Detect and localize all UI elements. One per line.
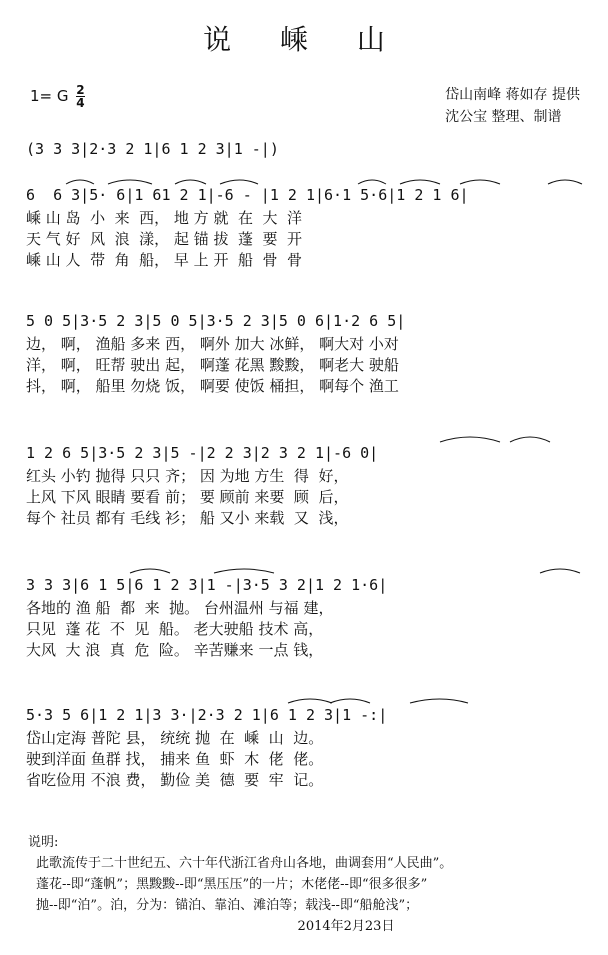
- lyric-verse-1: 边， 啊， 渔船 多来 西， 啊外 加大 冰鲜， 啊大对 小对: [26, 335, 399, 353]
- slur-mark: [220, 180, 258, 184]
- slur-mark: [548, 180, 582, 184]
- score-system-5: [26, 706, 586, 791]
- notes-line: 3 3 3|6 1 5|6 1 2 3|1 -|3·5 3 2|1 2 1·6|: [26, 576, 388, 594]
- score-system-2: [26, 312, 586, 397]
- slur-mark: [400, 180, 440, 184]
- song-title: 说 嵊 山: [203, 23, 405, 56]
- slur-mark: [66, 180, 94, 184]
- slur-mark: [175, 180, 206, 184]
- explanation-line: 抛--即“泊”。泊，分为：锚泊、靠泊、滩泊等；载浅--即“船舱浅”；: [36, 898, 419, 913]
- lyric-verse-1: 红头 小钓 抛得 只只 齐； 因 为地 方生 得 好，: [26, 467, 349, 485]
- notes-line: 5 0 5|3·5 2 3|5 0 5|3·5 2 3|5 0 6|1·2 6 5|: [26, 312, 406, 330]
- lyric-verse-2: 只见 蓬 花 不 见 船。 老大驶船 技术 高，: [26, 620, 324, 638]
- slur-mark: [410, 699, 468, 703]
- slur-mark: [460, 180, 500, 184]
- notes-line: 1 2 6 5|3·5 2 3|5 -|2 2 3|2 3 2 1|-6 0|: [26, 444, 379, 462]
- key-label: 1= G: [30, 87, 69, 105]
- intro-notes: (3 3 3|2·3 2 1|6 1 2 3|1 -|): [26, 140, 279, 158]
- lyric-verse-2: 驶到洋面 鱼群 找， 捕来 鱼 虾 木 佬 佬。: [26, 750, 324, 768]
- notes-line: 6 6 3|5· 6|1 61 2 1|-6 - |1 2 1|6·1 5·6|1 2 1 6|: [26, 186, 469, 204]
- slur-mark: [540, 569, 580, 573]
- score-system-4: [26, 576, 586, 661]
- slur-mark: [288, 699, 332, 703]
- notes-line: 5·3 5 6|1 2 1|3 3·|2·3 2 1|6 1 2 3|1 -:|: [26, 706, 388, 724]
- time-bottom: 4: [76, 96, 85, 110]
- slur-mark: [130, 569, 170, 573]
- explanation-line: 此歌流传于二十世纪五、六十年代浙江省舟山各地，曲调套用“人民曲”。: [36, 856, 453, 871]
- slur-mark: [214, 569, 274, 573]
- lyric-verse-1: 各地的 渔 船 都 来 抛。 台州温州 与福 建，: [26, 599, 334, 617]
- explanation: [28, 832, 586, 937]
- key-signature: [30, 84, 85, 109]
- lyric-verse-3: 大风 大 浪 真 危 险。 辛苦赚来 一点 钱，: [26, 641, 324, 659]
- credit-arranger: 沈公宝 整理、制谱: [445, 109, 562, 125]
- lyric-verse-3: 每个 社员 都有 毛线 衫； 船 又小 来载 又 浅，: [26, 509, 349, 527]
- lyric-verse-1: 嵊 山 岛 小 来 西， 地 方 就 在 大 洋: [26, 209, 303, 227]
- time-signature: [76, 84, 84, 109]
- explanation-line: 蓬花--即“蓬帆”；黑黢黢--即“黑压压”的一片；木佬佬--即“很多很多”: [36, 877, 428, 892]
- slur-mark: [330, 699, 370, 703]
- score-system-1: [26, 186, 586, 271]
- slur-mark: [358, 180, 386, 184]
- lyric-verse-2: 上风 下风 眼睛 要看 前； 要 顾前 来要 顾 后，: [26, 488, 349, 506]
- date-line: 2014年2月23日: [297, 919, 395, 934]
- lyric-verse-1: 岱山定海 普陀 县， 统统 抛 在 嵊 山 边。: [26, 729, 324, 747]
- score-system-3: [26, 444, 586, 529]
- lyric-verse-2: 天 气 好 风 浪 漾， 起 锚 拔 蓬 要 开: [26, 230, 303, 248]
- slur-mark: [440, 437, 500, 442]
- lyric-verse-3: 省吃俭用 不浪 费， 勤俭 美 德 要 牢 记。: [26, 771, 324, 789]
- time-top: 2: [76, 83, 85, 97]
- credits: [445, 84, 580, 128]
- lyric-verse-3: 抖， 啊， 船里 勿烧 饭， 啊要 使饭 桶担， 啊每个 渔工: [26, 377, 399, 395]
- slur-mark: [108, 180, 152, 184]
- credit-provider: 岱山南峰 蒋如存 提供: [445, 87, 580, 103]
- slur-mark: [510, 437, 550, 442]
- lyric-verse-2: 洋， 啊， 旺帮 驶出 起， 啊蓬 花黑 黢黢， 啊老大 驶船: [26, 356, 399, 374]
- lyric-verse-3: 嵊 山 人 带 角 船， 早 上 开 船 骨 骨: [26, 251, 303, 269]
- explanation-heading: 说明:: [28, 835, 59, 850]
